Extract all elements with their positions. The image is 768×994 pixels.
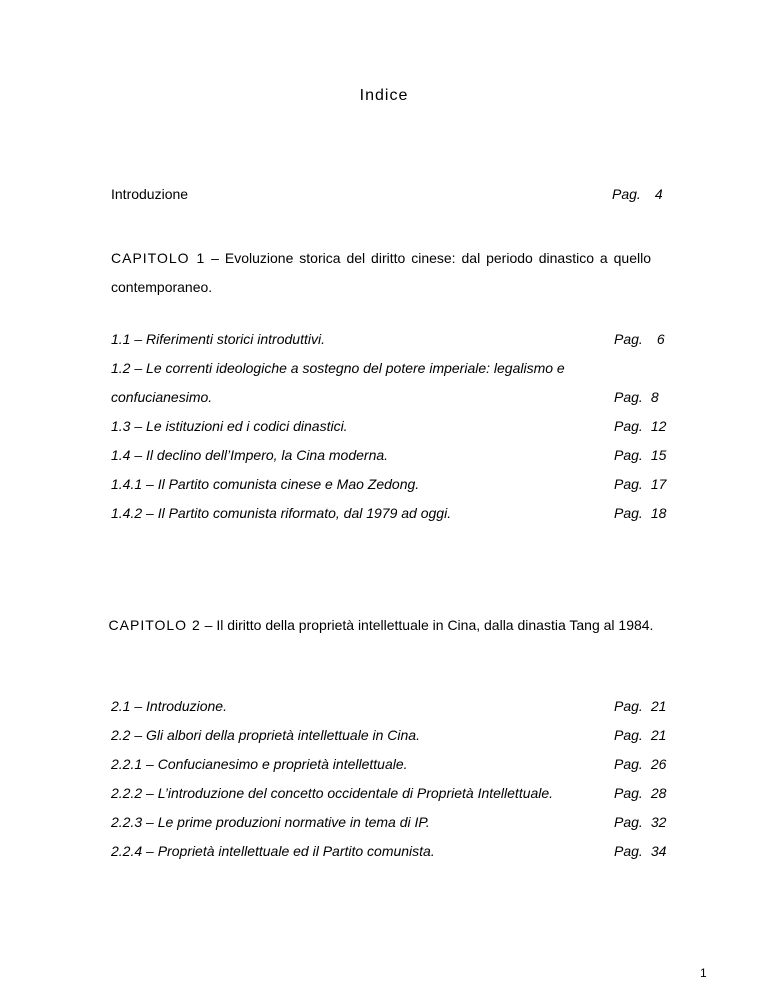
pag-number: 21 xyxy=(650,698,667,714)
toc-page-ref xyxy=(614,814,666,830)
chapter-2-title: – Il diritto della proprietà intellettuale in Cina, dalla dinastia Tang al 1984. xyxy=(200,617,654,633)
pag-label: Pag. xyxy=(614,756,643,772)
toc-entry-1-4-1: 1.4.1 – Il Partito comunista cinese e Mao Zedong. xyxy=(111,476,420,492)
toc-entry-1-4-2: 1.4.2 – Il Partito comunista riformato, dal 1979 ad oggi. xyxy=(111,505,452,521)
toc-page-ref xyxy=(614,756,666,772)
pag-number: 18 xyxy=(650,505,667,521)
pag-number: 17 xyxy=(650,476,667,492)
toc-entry-2-2-2: 2.2.2 – L’introduzione del concetto occidentale di Proprietà Intellettuale. xyxy=(111,785,554,801)
pag-label: Pag. xyxy=(614,698,643,714)
pag-label: Pag. xyxy=(614,447,643,463)
pag-number: 6 xyxy=(656,331,665,347)
pag-label: Pag. xyxy=(614,389,643,405)
toc-entry-2-2-4: 2.2.4 – Proprietà intellettuale ed il Partito comunista. xyxy=(111,843,435,859)
pag-label: Pag. xyxy=(612,186,641,202)
page-title: Indice xyxy=(359,87,409,104)
toc-page-ref xyxy=(614,389,659,405)
toc-entry-1-3: 1.3 – Le istituzioni ed i codici dinastici. xyxy=(111,418,348,434)
pag-number: 4 xyxy=(654,186,663,202)
chapter-2-heading xyxy=(106,610,656,640)
page-number: 1 xyxy=(700,966,707,980)
chapter-1-heading xyxy=(111,244,651,302)
toc-entry-1-2: 1.2 – Le correnti ideologiche a sostegno del potere imperiale: legalismo e xyxy=(111,360,565,376)
toc-page-ref xyxy=(614,727,666,743)
pag-label: Pag. xyxy=(614,505,643,521)
pag-label: Pag. xyxy=(614,843,643,859)
pag-number: 8 xyxy=(650,389,659,405)
pag-number: 28 xyxy=(650,785,667,801)
pag-label: Pag. xyxy=(614,785,643,801)
toc-page-ref xyxy=(614,505,666,521)
toc-page-ref xyxy=(614,418,666,434)
pag-label: Pag. xyxy=(614,476,643,492)
toc-page-ref xyxy=(614,843,666,859)
toc-entry-2-2-3: 2.2.3 – Le prime produzioni normative in tema di IP. xyxy=(111,814,430,830)
pag-number: 26 xyxy=(650,756,667,772)
toc-page-ref xyxy=(612,186,663,202)
pag-label: Pag. xyxy=(614,727,643,743)
pag-number: 21 xyxy=(650,727,667,743)
toc-entry-1-2-cont: confucianesimo. xyxy=(111,389,213,405)
toc-entry-1-1: 1.1 – Riferimenti storici introduttivi. xyxy=(111,331,325,347)
toc-entry-1-4: 1.4 – Il declino dell’Impero, la Cina moderna. xyxy=(111,447,389,463)
toc-entry-2-2-1: 2.2.1 – Confucianesimo e proprietà intellettuale. xyxy=(111,756,408,772)
toc-entry-introduzione: Introduzione xyxy=(111,186,189,202)
pag-number: 12 xyxy=(650,418,667,434)
toc-page-ref xyxy=(614,785,666,801)
pag-label: Pag. xyxy=(614,814,643,830)
pag-label: Pag. xyxy=(614,418,643,434)
pag-number: 15 xyxy=(650,447,667,463)
toc-entry-2-1: 2.1 – Introduzione. xyxy=(111,698,227,714)
chapter-1-label: CAPITOLO 1 xyxy=(111,250,206,266)
toc-page-ref xyxy=(614,476,666,492)
pag-label: Pag. xyxy=(614,331,643,347)
chapter-1-title: – Evoluzione storica del diritto cinese: dal periodo dinastico a quello contemporaneo. xyxy=(111,250,651,295)
toc-page-ref xyxy=(614,698,666,714)
chapter-2-label: CAPITOLO 2 xyxy=(108,617,201,633)
pag-number: 32 xyxy=(650,814,667,830)
toc-page-ref xyxy=(614,447,666,463)
pag-number: 34 xyxy=(650,843,667,859)
toc-entry-2-2: 2.2 – Gli albori della proprietà intellettuale in Cina. xyxy=(111,727,420,743)
toc-page-ref xyxy=(614,331,665,347)
